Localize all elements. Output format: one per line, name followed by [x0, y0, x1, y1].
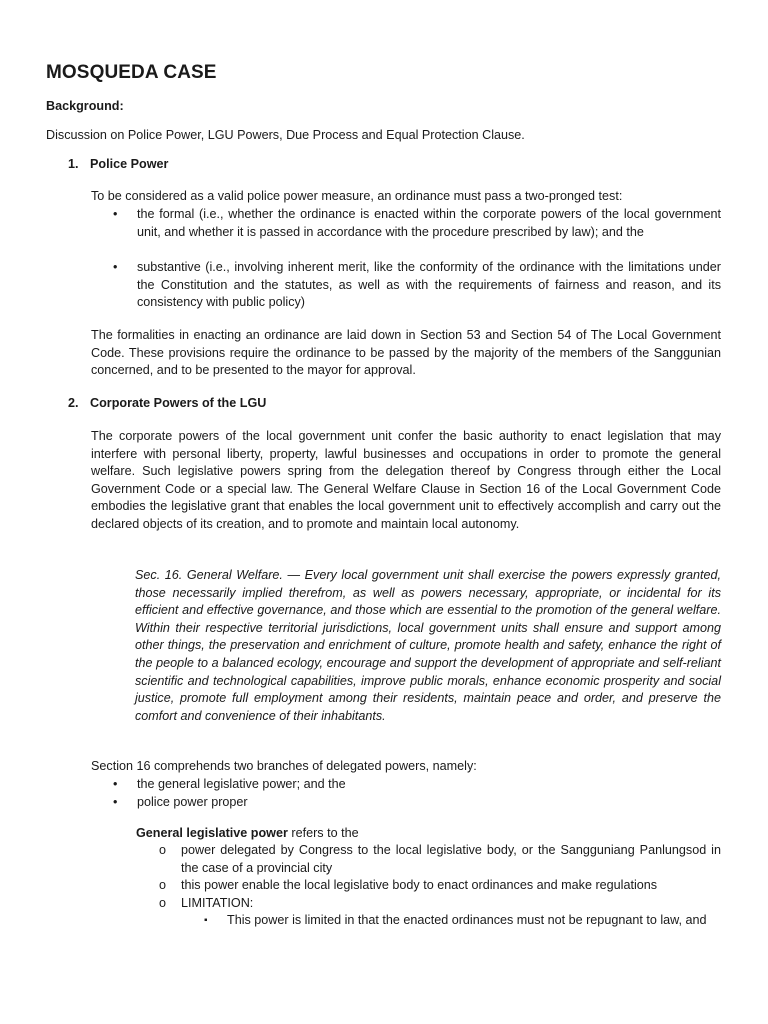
bullet-text: the general legislative power; and the	[137, 777, 346, 791]
limitation-text: This power is limited in that the enacted ordinances must not be repugnant to law, and	[227, 913, 707, 927]
document-title: MOSQUEDA CASE	[46, 62, 217, 83]
glp-rest: refers to the	[287, 826, 359, 840]
bullet-marker: •	[113, 795, 118, 809]
circle-marker: o	[159, 896, 167, 910]
glp-item-text: power delegated by Congress to the local legislative body, or the Sangguniang Panlungsod in the case of a provincial city	[181, 843, 721, 875]
branch-item-general-legislative	[113, 776, 721, 794]
section-2-paragraph: The corporate powers of the local government unit confer the basic authority to enact legislation that may interfere with personal liberty, property, lawful businesses and occupations in order to promote the general welfare. Such legislative powers spring from the delegation thereof by Congress through either the Local Government Code or a special law. The General Welfare Clause in Section 16 of the Local Government Code embodies the legislative grant that enables the local government unit to effectively accomplish and carry out the declared objects of its creation, and to promote and maintain local autonomy.	[91, 429, 721, 531]
general-welfare-quote: Sec. 16. General Welfare. — Every local government unit shall exercise the powers expressly granted, those necessarily implied therefrom, as well as powers necessary, appropriate, or incidental for its efficient and effective governance, and those which are essential to the promotion of the general welfare. Within their respective territorial jurisdictions, local government units shall ensure and support among other things, the preservation and enrichment of culture, promote health and safety, enhance the right of the people to a balanced ecology, encourage and support the development of appropriate and self-reliant scientific and technological capabilities, improve public morals, enhance economic prosperity and social justice, promote full employment among their residents, maintain peace and order, and preserve the comfort and convenience of their inhabitants.	[135, 568, 721, 723]
section-1-title: Police Power	[90, 157, 169, 171]
bullet-marker: •	[113, 777, 118, 791]
bullet-marker: •	[113, 260, 118, 274]
section-2-number: 2.	[68, 396, 79, 410]
section-1-lead: To be considered as a valid police power measure, an ordinance must pass a two-pronged test:	[91, 189, 623, 203]
glp-item-delegated	[159, 842, 721, 877]
branches-lead: Section 16 comprehends two branches of delegated powers, namely:	[91, 759, 477, 773]
circle-marker: o	[159, 878, 167, 892]
section-2-heading	[68, 396, 266, 410]
bullet-text: police power proper	[137, 795, 248, 809]
section-1-heading	[68, 157, 168, 171]
glp-item-text: this power enable the local legislative body to enact ordinances and make regulations	[181, 878, 658, 892]
glp-definition-lead	[136, 825, 721, 843]
section-1-bullet-formal	[113, 206, 721, 241]
section-1-paragraph: The formalities in enacting an ordinance are laid down in Section 53 and Section 54 of The Local Government Code. These provisions require the ordinance to be passed by the majority of the members of the Sanggunian concerned, and to be presented to the mayor for approval.	[91, 328, 721, 377]
glp-term: General legislative power	[136, 826, 288, 840]
glp-item-enable	[159, 877, 721, 895]
limitation-item-repugnant	[204, 912, 721, 930]
branch-item-police-power	[113, 794, 721, 812]
bullet-text: substantive (i.e., involving inherent merit, like the conformity of the ordinance with the limitations under the Constitution and the statutes, as well as with the requirements of fairness and reason, and its consistency with public policy)	[137, 260, 721, 309]
glp-item-text: LIMITATION:	[181, 896, 254, 910]
section-1-bullet-substantive	[113, 259, 721, 312]
section-1-number: 1.	[68, 157, 79, 171]
glp-item-limitation	[159, 895, 721, 913]
background-label: Background:	[46, 99, 124, 113]
bullet-marker: •	[113, 207, 118, 221]
intro-text: Discussion on Police Power, LGU Powers, Due Process and Equal Protection Clause.	[46, 128, 525, 142]
circle-marker: o	[159, 843, 167, 857]
section-2-title: Corporate Powers of the LGU	[90, 396, 267, 410]
square-marker: ▪	[204, 915, 208, 926]
bullet-text: the formal (i.e., whether the ordinance is enacted within the corporate powers of the local government unit, and whether it is passed in accordance with the procedure prescribed by law); and the	[137, 207, 721, 239]
